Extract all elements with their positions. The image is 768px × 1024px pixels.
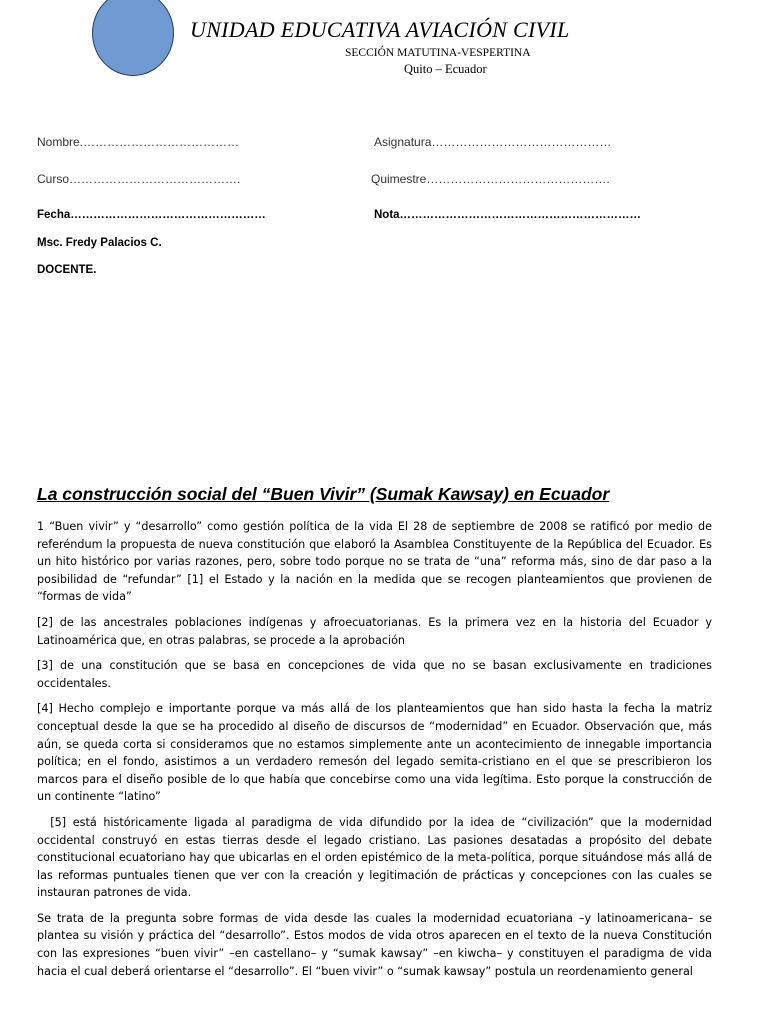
field-curso: Curso…………………………………….: [37, 172, 241, 186]
field-fecha: Fecha……………………………………………: [37, 209, 266, 221]
field-nota: Nota………………………………………………………: [374, 209, 642, 221]
article-title: La construcción social del “Buen Vivir” (Sumak Kawsay) en Ecuador: [37, 484, 610, 504]
field-asignatura: Asignatura………………………………………: [374, 135, 612, 149]
school-city: Quito – Ecuador: [404, 62, 487, 76]
paragraph-5: [5] está históricamente ligada al paradigma de vida difundido por la idea de “civilización” que la modernidad occidental construyó en estas tierras desde el legado cristiano. Las pasiones desatadas a propósito del debate constitucional ecuatoriano hay que ubicarlas en el orden epistémico de la meta-política, porque situándose más allá de las reformas puntuales tienen que ver con la creación y legitimación de prácticas y concepciones con las cuales se instauran patrones de vida.: [37, 815, 716, 900]
field-quimestre: Quimestre……………………………………….: [371, 172, 610, 186]
teacher-name: Msc. Fredy Palacios C.: [37, 237, 162, 249]
paragraph-2: [2] de las ancestrales poblaciones indígenas y afroecuatorianas. Es la primera vez en la historia del Ecuador y Latinoamérica que, en otras palabras, se procede a la aprobación: [37, 615, 712, 647]
paragraph-1: 1 “Buen vivir” y “desarrollo” como gestión política de la vida El 28 de septiembre de 2008 se ratificó por medio de referéndum la propuesta de nueva constitución que elaboró la Asamblea Constituyente de la República del Ecuador. Es un hito histórico por varias razones, pero, sobre todo porque no se trata de “una” reforma más, sino de dar paso a la posibilidad de “refundar” [1] el Estado y la nación en la medida que se recogen planteamientos que provienen de “formas de vida”: [37, 520, 712, 604]
school-logo: [92, 0, 174, 76]
school-section: SECCIÓN MATUTINA-VESPERTINA: [345, 47, 531, 59]
field-nombre: Nombre.…………………………………: [37, 135, 240, 149]
paragraph-4: [4] Hecho complejo e importante porque va más allá de los planteamientos que han sido hasta la fecha la matriz conceptual desde la que se ha procedido al diseño de discursos de “modernidad” en Ecuador. Observación que, más aún, se queda corta si consideramos que no estamos simplemente ante un acontecimiento de innegable importancia política; en el fondo, asistimos a un verdadero remesón del legado semita-cristiano en el que se prescribieron los marcos para el diseño posible de lo que había que concebirse como una vida legítima. Esto porque la construcción de un continente “latino”: [37, 702, 712, 804]
school-name: UNIDAD EDUCATIVA AVIACIÓN CIVIL: [190, 17, 570, 42]
teacher-role: DOCENTE.: [37, 264, 97, 276]
paragraph-3: [3] de una constitución que se basa en concepciones de vida que no se basan exclusivamente en tradiciones occidentales.: [37, 659, 712, 690]
article-body: [37, 518, 716, 988]
paragraph-6: Se trata de la pregunta sobre formas de vida desde las cuales la modernidad ecuatoriana –y latinoamericana– se plantea su visión y práctica del “desarrollo”. Estos modos de vida otros aparecen en el texto de la nueva Constitución con las expresiones “buen vivir” –en castellano– y “sumak kawsay” –en kiwcha– y constituyen el paradigma de vida hacia el cual deberá orientarse el “desarrollo”. El “buen vivir” o “sumak kawsay” postula un reordenamiento general: [37, 911, 712, 978]
